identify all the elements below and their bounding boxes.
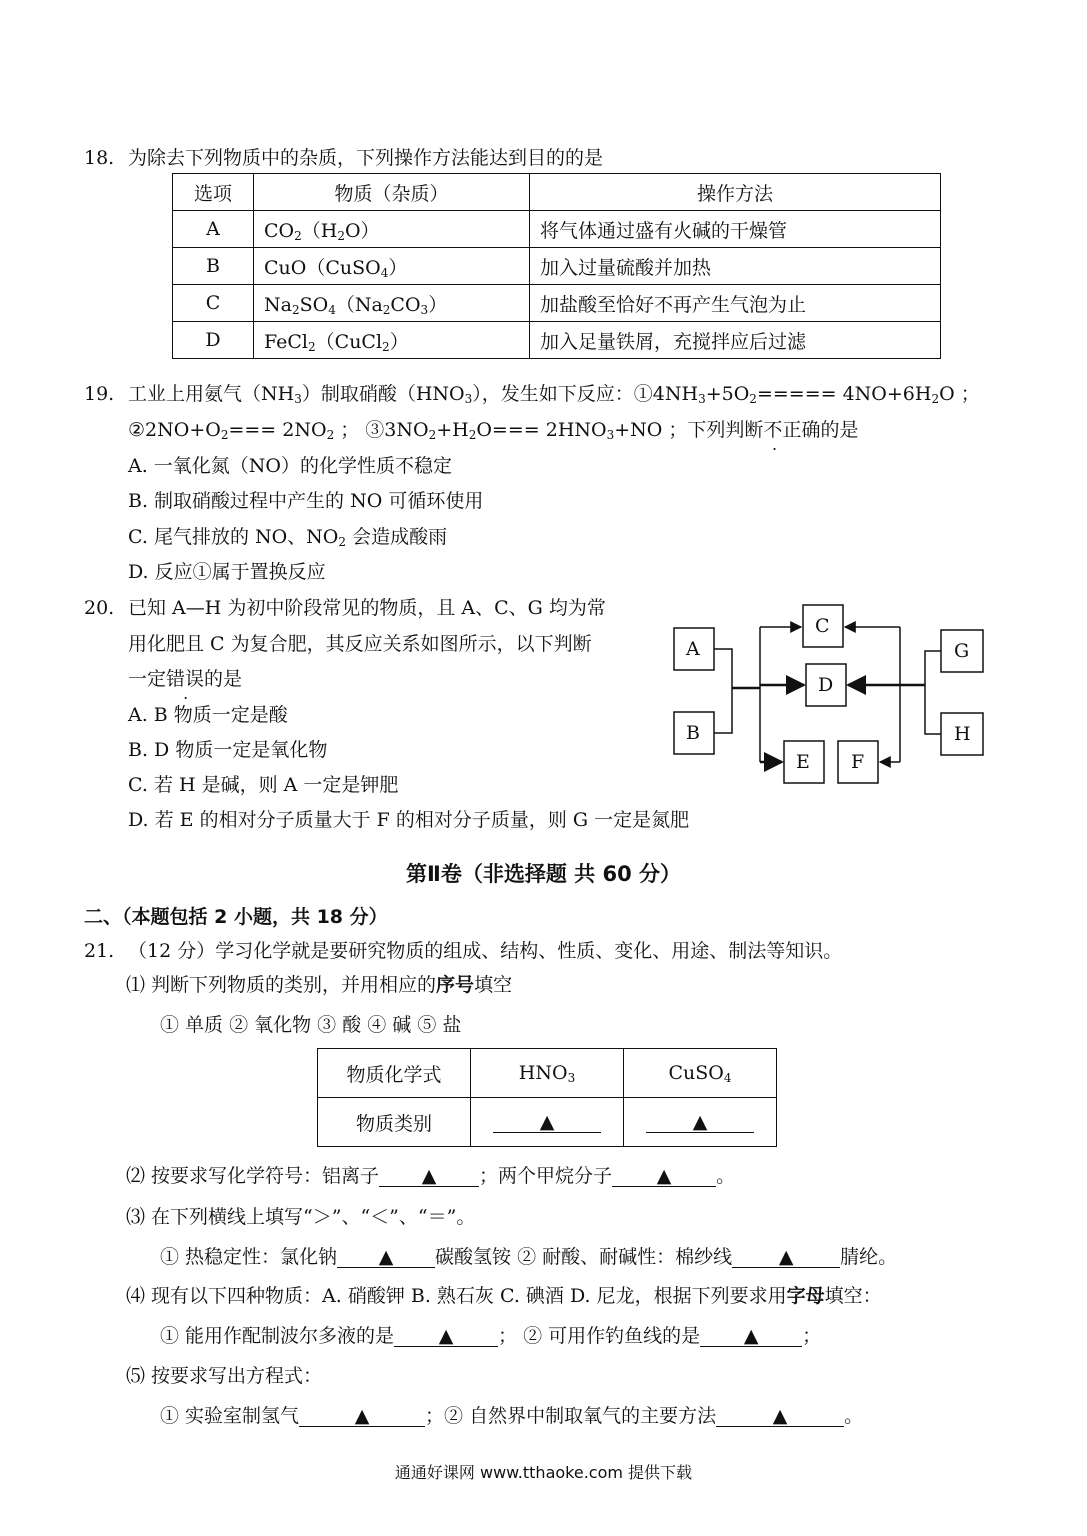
q19-option-a: A. 一氧化氮（NO）的化学性质不稳定 — [128, 455, 453, 477]
q18-stem: 18. 为除去下列物质中的杂质，下列操作方法能达到目的的是 — [84, 147, 604, 169]
table-row: D FeCl$_2$（CuCl$_2$） 加入足量铁屑，充搅拌应后过滤 — [173, 322, 941, 359]
q19-option-c: C. 尾气排放的 NO、$NO_2$ 会造成酸雨 — [128, 526, 448, 549]
q19-line2: $②2NO+O_2=== 2NO_2$ ； $③3NO_2+H_2O=== 2HNO_3+NO$ ；下列判断不正确的是 — [128, 419, 859, 442]
q21-part3: ⑶ 在下列横线上填写“＞”、“＜”、“＝”。 — [126, 1206, 476, 1228]
footer: 通通好课网 www.tthaoke.com 提供下载 — [394, 1463, 693, 1482]
box-d-label: D — [818, 674, 834, 696]
box-c-label: C — [815, 615, 830, 637]
q21-part2: ⑵ 按要求写化学符号：铝离子 ▲ ；两个甲烷分子 ▲ 。 — [126, 1165, 736, 1187]
q21-class-table: 物质化学式 $HNO_3$ CuSO$_4$ 物质类别 ▲ ▲ — [317, 1048, 777, 1147]
q21-part4: ⑷ 现有以下四种物质：A. 硝酸钾 B. 熟石灰 C. 碘酒 D. 尼龙，根据下列要求用字母填空： — [126, 1285, 882, 1307]
answer-blank[interactable]: ▲ — [732, 1247, 840, 1268]
answer-blank[interactable]: ▲ — [700, 1326, 802, 1347]
q21-part4-items: ① 能用作配制波尔多液的是 ▲ ； ② 可用作钓鱼线的是 ▲ ； — [160, 1325, 822, 1347]
q20-option-b: B. D 物质一定是氧化物 — [128, 739, 328, 761]
answer-blank[interactable]: ▲ — [299, 1406, 425, 1427]
q21-stem: 21. （12 分）学习化学就是要研究物质的组成、结构、性质、变化、用途、制法等知识。 — [84, 940, 843, 962]
q18-substance-b: CuO（CuSO$_4$） — [254, 248, 530, 285]
box-e-label: E — [796, 751, 810, 773]
table-row: A $CO_2(H_2O)$ 将气体通过盛有火碱的干燥管 — [173, 211, 941, 248]
q21-part5-items: ① 实验室制氢气 ▲ ；② 自然界中制取氧气的主要方法 ▲ 。 — [160, 1405, 864, 1427]
table-row: B CuO（CuSO$_4$） 加入过量硫酸并加热 — [173, 248, 941, 285]
section2-heading: 二、（本题包括 2 小题，共 18 分） — [84, 906, 388, 928]
q18-header-method: 操作方法 — [530, 174, 941, 211]
q21-part1: ⑴ 判断下列物质的类别，并用相应的序号填空 — [126, 974, 513, 996]
box-g-label: G — [954, 640, 970, 662]
box-f-label: F — [851, 751, 865, 773]
answer-blank[interactable]: ▲ — [394, 1326, 498, 1347]
q21-part5: ⑸ 按要求写出方程式： — [126, 1365, 323, 1387]
q20-line3: 一定错误的是 — [128, 668, 243, 690]
answer-blank[interactable]: ▲ — [379, 1166, 479, 1187]
box-h-label: H — [954, 723, 971, 745]
answer-blank[interactable]: ▲ — [716, 1406, 844, 1427]
answer-blank[interactable]: ▲ — [493, 1112, 601, 1133]
answer-blank[interactable]: ▲ — [612, 1166, 716, 1187]
q20-option-a: A. B 物质一定是酸 — [128, 704, 288, 726]
q19-line1: 19. 工业上用氨气$(NH_3)$制取硝酸$(HNO_3)$，发生如下反应：$①4NH_3+5O_2===== 4NO+6H_2O$ ； — [84, 383, 980, 406]
part2-title: 第Ⅱ卷（非选择题 共 60 分） — [406, 862, 681, 886]
q20-line2: 用化肥且 C 为复合肥，其反应关系如图所示，以下判断 — [128, 633, 592, 655]
q18-substance-a: $CO_2(H_2O)$ — [254, 211, 530, 248]
box-b-label: B — [686, 722, 700, 744]
q19-option-d: D. 反应①属于置换反应 — [128, 561, 326, 583]
formula-cuso4: CuSO$_4$ — [624, 1049, 777, 1098]
q21-categories: ① 单质 ② 氧化物 ③ 酸 ④ 碱 ⑤ 盐 — [160, 1014, 462, 1036]
box-a-label: A — [686, 638, 700, 660]
q18-header-option: 选项 — [173, 174, 254, 211]
q19-option-b: B. 制取硝酸过程中产生的 NO 可循环使用 — [128, 490, 484, 512]
q21-part3-items: ① 热稳定性：氯化钠 ▲ 碳酸氢铵 ② 耐酸、耐碱性：棉纱线 ▲ 腈纶。 — [160, 1246, 898, 1268]
q20-line1: 20. 已知 A—H 为初中阶段常见的物质，且 A、C、G 均为常 — [84, 597, 606, 619]
answer-blank[interactable]: ▲ — [337, 1247, 435, 1268]
answer-blank[interactable]: ▲ — [646, 1112, 754, 1133]
table-row: C $Na_2SO_4(Na_2CO_3)$ 加盐酸至恰好不再产生气泡为止 — [173, 285, 941, 322]
formula-hno3: $HNO_3$ — [471, 1049, 624, 1098]
q20-option-c: C. 若 H 是碱，则 A 一定是钾肥 — [128, 774, 399, 796]
q18-substance-d: FeCl$_2$（CuCl$_2$） — [254, 322, 530, 359]
q20-option-d: D. 若 E 的相对分子质量大于 F 的相对分子质量，则 G 一定是氮肥 — [128, 809, 690, 831]
q18-header-substance: 物质（杂质） — [254, 174, 530, 211]
q18-substance-c: $Na_2SO_4(Na_2CO_3)$ — [254, 285, 530, 322]
